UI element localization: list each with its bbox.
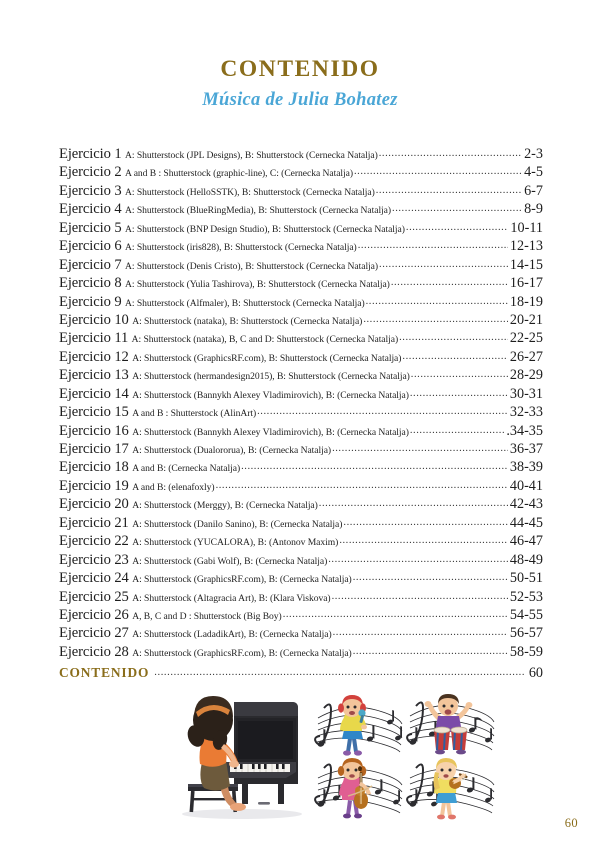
toc-entry-leader	[399, 330, 508, 342]
toc-entry-leader	[241, 459, 508, 471]
toc-entry[interactable]	[59, 164, 543, 182]
toc-entry-leader	[392, 201, 522, 213]
toc-entry-credit: A: Shutterstock (nataka), B, C and D: Shutterstock (Cernecka Natalja)	[131, 334, 399, 346]
toc-entry[interactable]	[59, 589, 543, 607]
toc-entry-credit: A: Shutterstock (Merggy), B: (Cernecka Natalja)	[132, 500, 318, 512]
toc-entry-leader	[379, 257, 508, 269]
toc-entry-label: Ejercicio 12	[59, 348, 129, 365]
toc-entry-credit: A: Shutterstock (LadadikArt), B: (Cernecka Natalja)	[132, 629, 332, 641]
toc-entry[interactable]	[59, 423, 543, 441]
toc-entry-leader	[353, 644, 508, 656]
toc-entry-leader	[411, 367, 508, 379]
toc-entry-leader	[283, 607, 508, 619]
toc-entry-label: Ejercicio 25	[59, 588, 129, 605]
toc-entry[interactable]	[59, 496, 543, 514]
girl-playing-cello-illustration	[312, 758, 408, 822]
toc-entry-pages: 20-21	[509, 311, 543, 328]
toc-entry-pages: 28-29	[509, 367, 543, 384]
toc-entry-pages: 22-25	[509, 330, 543, 347]
toc-entry[interactable]	[59, 201, 543, 219]
toc-entry-pages: 18-19	[509, 293, 543, 310]
girl-singing-microphone-illustration	[312, 694, 408, 758]
toc-entry-credit: A and B : Shutterstock (graphic-line), C: (Cernecka Natalja)	[125, 168, 353, 180]
toc-entry[interactable]	[59, 386, 543, 404]
page-number: 60	[564, 816, 578, 830]
toc-entry-label: Ejercicio 15	[59, 404, 129, 421]
toc-final-pages: 60	[528, 665, 543, 681]
toc-entry-label: Ejercicio 6	[59, 238, 122, 255]
toc-entry[interactable]	[59, 515, 543, 533]
toc-entry-label: Ejercicio 13	[59, 367, 129, 384]
toc-entry-pages: 8-9	[524, 201, 543, 218]
toc-entry-pages: 50-51	[509, 570, 543, 587]
toc-entry-pages: 48-49	[509, 551, 543, 568]
toc-entry[interactable]	[59, 644, 543, 662]
toc-entry-leader	[257, 404, 508, 416]
toc-entry[interactable]	[59, 330, 543, 348]
girl-playing-violin-illustration	[404, 758, 500, 822]
toc-entry[interactable]	[59, 552, 543, 570]
toc-entry-credit: A: Shutterstock (Denis Cristo), B: Shutterstock (Cernecka Natalja)	[125, 260, 379, 272]
toc-entry-credit: A: Shutterstock (YUCALORA), B: (Antonov Maxim)	[132, 537, 339, 549]
toc-entry[interactable]	[59, 257, 543, 275]
toc-entry-label: Ejercicio 7	[59, 256, 122, 273]
toc-entry-leader	[402, 349, 507, 361]
toc-entry[interactable]	[59, 478, 543, 496]
toc-entry-credit: A: Shutterstock (iris828), B: Shutterstock (Cernecka Natalja)	[125, 242, 357, 254]
toc-entry-label: Ejercicio 8	[59, 275, 122, 292]
toc-entry-credit: A: Shutterstock (Yulia Tashirova), B: Shutterstock (Cernecka Natalja)	[125, 279, 390, 291]
toc-entry-label: Ejercicio 1	[59, 146, 122, 162]
toc-entry[interactable]	[59, 533, 543, 551]
toc-entry-pages: 4-5	[524, 164, 543, 181]
toc-entry-credit: A: Shutterstock (nataka), B: Shutterstock (Cernecka Natalja)	[132, 315, 363, 327]
toc-entry-pages: 26-27	[509, 348, 543, 365]
toc-final-leader	[154, 665, 525, 677]
toc-entry-leader	[343, 515, 508, 527]
toc-entry-label: Ejercicio 26	[59, 606, 129, 623]
toc-entry-label: Ejercicio 11	[59, 330, 129, 347]
toc-entry-credit: A: Shutterstock (HelloSSTK), B: Shutterstock (Cernecka Natalja)	[125, 186, 375, 198]
toc-entry-pages: 56-57	[509, 625, 543, 642]
toc-entry-pages: 2-3	[524, 146, 543, 162]
toc-entry-leader	[406, 220, 509, 232]
toc-entry-pages: 54-55	[509, 606, 543, 623]
toc-entry-leader	[363, 312, 508, 324]
toc-entry-pages: 12-13	[509, 238, 543, 255]
toc-entry-leader	[333, 625, 508, 637]
toc-entry-label: Ejercicio 9	[59, 293, 122, 310]
toc-entry-leader	[410, 423, 504, 435]
toc-entry[interactable]	[59, 570, 543, 588]
toc-entry-credit: A: Shutterstock (Bannykh Alexey Vladimirovich), B: (Cernecka Natalja)	[132, 389, 409, 401]
toc-entry[interactable]	[59, 146, 543, 164]
toc-entry-pages: 40-41	[509, 477, 543, 494]
toc-entry[interactable]	[59, 183, 543, 201]
toc-entry-label: Ejercicio 28	[59, 643, 129, 660]
toc-entry-credit: A: Shutterstock (Altagracia Art), B: (Klara Viskova)	[132, 592, 331, 604]
toc-entry-leader	[358, 238, 508, 250]
toc-entry[interactable]	[59, 607, 543, 625]
toc-entry[interactable]	[59, 312, 543, 330]
toc-entry-credit: A: Shutterstock (BNP Design Studio), B: Shutterstock (Cernecka Natalja)	[125, 223, 405, 235]
toc-entry[interactable]	[59, 367, 543, 385]
toc-entry-label: Ejercicio 21	[59, 514, 129, 531]
toc-entry-leader	[319, 496, 508, 508]
toc-entry-pages: 16-17	[509, 275, 543, 292]
toc-entry-credit: A: Shutterstock (JPL Designs), B: Shutterstock (Cernecka Natalja)	[125, 150, 378, 161]
toc-entry-credit: A: Shutterstock (hermandesign2015), B: Shutterstock (Cernecka Natalja)	[132, 371, 410, 383]
toc-entry-pages: 46-47	[509, 533, 543, 550]
toc-entry-label: Ejercicio 17	[59, 441, 129, 457]
toc-entry[interactable]	[59, 275, 543, 293]
toc-entry-credit: A: Shutterstock (GraphicsRF.com), B: (Cernecka Natalja)	[132, 647, 352, 659]
toc-entry-credit: A: Shutterstock (Bannykh Alexey Vladimirovich), B: (Cernecka Natalja)	[132, 426, 409, 438]
table-of-contents	[59, 146, 543, 662]
toc-entry-leader	[366, 294, 508, 306]
page-subtitle: Música de Julia Bohatez	[202, 90, 398, 110]
toc-entry-credit: A: Shutterstock (GraphicsRF.com), B: Shutterstock (Cernecka Natalja)	[132, 352, 402, 364]
toc-entry-leader	[410, 386, 508, 398]
toc-entry-leader	[332, 589, 508, 601]
toc-entry-label: Ejercicio 18	[59, 459, 129, 476]
boy-playing-drums-illustration	[404, 694, 500, 758]
toc-entry-credit: A: Shutterstock (GraphicsRF.com), B: (Cernecka Natalja)	[132, 574, 352, 586]
toc-final-entry[interactable]	[59, 665, 543, 682]
toc-entry-label: Ejercicio 27	[59, 625, 129, 642]
toc-entry[interactable]	[59, 220, 543, 238]
toc-entry-label: Ejercicio 19	[59, 477, 129, 494]
toc-entry-pages: 58-59	[509, 643, 543, 660]
illustration-band	[0, 688, 600, 828]
toc-entry-pages: .34-35	[506, 422, 543, 439]
toc-entry[interactable]	[59, 441, 543, 459]
toc-entry-credit: A and B: (elenafoxly)	[132, 481, 215, 493]
toc-entry-label: Ejercicio 4	[59, 201, 122, 218]
toc-entry-leader	[328, 552, 508, 564]
toc-entry-leader	[391, 275, 508, 287]
toc-entry[interactable]	[59, 238, 543, 256]
toc-entry-credit: A and B : Shutterstock (AlinArt)	[132, 408, 257, 420]
toc-entry-pages: 32-33	[509, 404, 543, 421]
toc-entry-leader	[339, 533, 508, 545]
toc-entry-pages: 30-31	[509, 385, 543, 402]
toc-entry-credit: A: Shutterstock (BlueRingMedia), B: Shutterstock (Cernecka Natalja)	[125, 205, 392, 217]
toc-entry-pages: 10-11	[510, 219, 543, 236]
toc-entry-pages: 36-37	[509, 441, 543, 457]
toc-entry-label: Ejercicio 20	[59, 496, 129, 513]
toc-entry-label: Ejercicio 10	[59, 311, 129, 328]
toc-entry-label: Ejercicio 24	[59, 570, 129, 587]
page-title: CONTENIDO	[220, 56, 380, 82]
toc-entry-label: Ejercicio 3	[59, 182, 122, 199]
toc-entry[interactable]	[59, 459, 543, 477]
girl-playing-piano-illustration	[172, 690, 308, 820]
toc-entry-label: Ejercicio 16	[59, 422, 129, 439]
toc-entry-credit: A: Shutterstock (Gabi Wolf), B: (Cernecka Natalja)	[132, 555, 328, 567]
toc-entry[interactable]	[59, 625, 543, 643]
toc-entry-credit: A, B, C and D : Shutterstock (Big Boy)	[132, 610, 282, 622]
toc-entry-pages: 52-53	[509, 588, 543, 605]
toc-entry-pages: 42-43	[509, 496, 543, 513]
toc-entry[interactable]	[59, 404, 543, 422]
toc-entry-pages: 44-45	[509, 514, 543, 531]
toc-entry-label: Ejercicio 2	[59, 164, 122, 181]
toc-entry-credit: A: Shutterstock (Danilo Sanino), B: (Cernecka Natalja)	[132, 518, 343, 530]
toc-entry-credit: A: Shutterstock (Alfmaler), B: Shutterstock (Cernecka Natalja)	[125, 297, 365, 309]
toc-entry-leader	[354, 164, 522, 176]
toc-entry-leader	[216, 478, 508, 490]
toc-entry[interactable]	[59, 349, 543, 367]
toc-entry-credit: A and B: (Cernecka Natalja)	[132, 463, 241, 475]
toc-entry-leader	[332, 441, 508, 453]
toc-entry-leader	[376, 183, 522, 195]
toc-entry-leader	[379, 146, 522, 158]
toc-entry-label: Ejercicio 14	[59, 385, 129, 402]
toc-entry-label: Ejercicio 5	[59, 219, 122, 236]
toc-entry-pages: 6-7	[524, 182, 543, 199]
toc-entry-label: Ejercicio 23	[59, 551, 129, 568]
toc-entry[interactable]	[59, 294, 543, 312]
toc-final-label: CONTENIDO	[59, 665, 150, 680]
toc-entry-pages: 38-39	[509, 459, 543, 476]
toc-entry-label: Ejercicio 22	[59, 533, 129, 550]
toc-entry-credit: A: Shutterstock (Dualororua), B: (Cernecka Natalja)	[132, 445, 332, 456]
toc-entry-pages: 14-15	[509, 256, 543, 273]
toc-entry-leader	[353, 570, 508, 582]
